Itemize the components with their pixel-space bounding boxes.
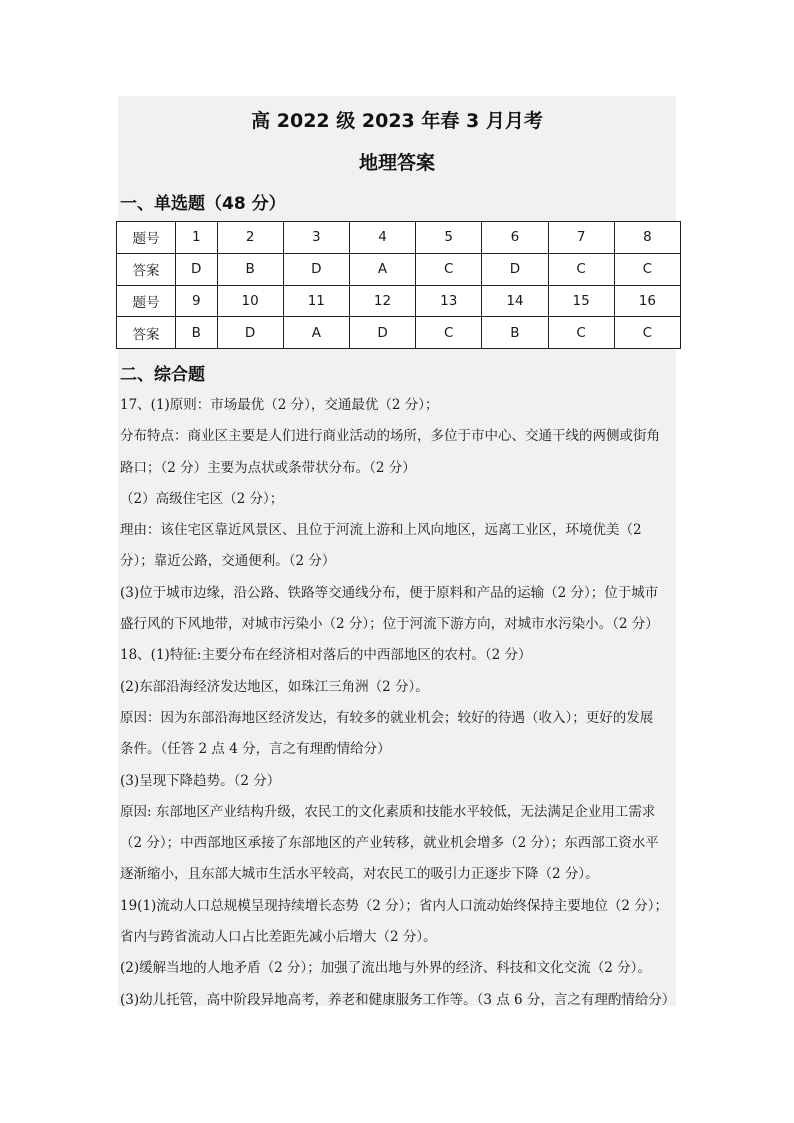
section-heading-single-choice: 一、单选题（48 分）	[120, 194, 286, 214]
answer-text-block	[120, 390, 680, 1016]
table-cell: 15	[548, 285, 614, 317]
answer-line: 分）；靠近公路，交通便利。（2 分）	[120, 553, 336, 570]
table-cell: 10	[217, 285, 283, 317]
table-cell: 4	[349, 222, 415, 254]
answer-line: (3)位于城市边缘，沿公路、铁路等交通线分布，便于原料和产品的运输（2 分）；位于城市	[120, 584, 659, 601]
answer-line: 18、(1)特征:主要分布在经济相对落后的中西部地区的农村。（2 分）	[120, 647, 532, 664]
table-cell: C	[548, 317, 614, 349]
table-row	[117, 317, 681, 349]
answer-line: 原因：因为东部沿海地区经济发达，有较多的就业机会；较好的待遇（收入）；更好的发展	[120, 709, 654, 726]
table-cell: 6	[482, 222, 548, 254]
table-cell: 3	[283, 222, 349, 254]
table-cell: C	[548, 253, 614, 285]
table-cell: 答案	[117, 253, 176, 285]
table-cell: B	[482, 317, 548, 349]
answer-line: (3)幼儿托管，高中阶段异地高考，养老和健康服务工作等。（3 点 6 分，言之有理酌情给分）	[120, 991, 676, 1008]
table-cell: D	[176, 253, 218, 285]
table-cell: B	[176, 317, 218, 349]
answer-line: 条件。（任答 2 点 4 分，言之有理酌情给分）	[120, 741, 391, 758]
answer-line: 路口；（2 分）主要为点状或条带状分布。（2 分）	[120, 459, 416, 476]
page-subtitle: 地理答案	[358, 152, 435, 174]
section-heading-comprehensive: 二、综合题	[120, 365, 205, 385]
table-cell: 14	[482, 285, 548, 317]
table-cell: A	[349, 253, 415, 285]
table-cell: 5	[416, 222, 482, 254]
table-cell: 1	[176, 222, 218, 254]
answer-line: 17、(1)原则：市场最优（2 分），交通最优（2 分）；	[120, 397, 439, 413]
table-cell: C	[614, 317, 680, 349]
table-cell: 2	[217, 222, 283, 254]
answer-line: (2)东部沿海经济发达地区，如珠江三角洲（2 分）。	[120, 678, 429, 695]
table-cell: D	[217, 317, 283, 349]
table-cell: C	[416, 317, 482, 349]
answer-line: 原因: 东部地区产业结构升级，农民工的文化素质和技能水平较低，无法满足企业用工需求	[120, 803, 656, 820]
table-cell: 11	[283, 285, 349, 317]
answer-table	[116, 221, 681, 349]
answer-line: 逐渐缩小，且东部大城市生活水平较高，对农民工的吸引力正逐步下降（2 分）。	[120, 866, 599, 883]
answer-line: 分布特点：商业区主要是人们进行商业活动的场所，多位于市中心、交通干线的两侧或街角	[120, 428, 660, 445]
table-cell: 9	[176, 285, 218, 317]
table-cell: C	[614, 253, 680, 285]
table-cell: D	[283, 253, 349, 285]
answer-line: （2 分）；中西部地区承接了东部地区的产业转移，就业机会增多（2 分）；东西部工资水平	[120, 835, 659, 852]
answer-line: (3)呈现下降趋势。（2 分）	[120, 772, 281, 789]
table-cell: 答案	[117, 317, 176, 349]
table-row	[117, 253, 681, 285]
answer-line: 理由：该住宅区靠近风景区、且位于河流上游和上风向地区，远离工业区，环境优美（2	[120, 522, 642, 539]
table-cell: C	[416, 253, 482, 285]
table-row	[117, 222, 681, 254]
answer-line: 省内与跨省流动人口占比差距先减小后增大（2 分）。	[120, 929, 437, 946]
answer-line: 盛行风的下风地带，对城市污染小（2 分）；位于河流下游方向，对城市水污染小。（2 分）	[120, 616, 659, 633]
answer-line: (2)缓解当地的人地矛盾（2 分）；加强了流出地与外界的经济、科技和文化交流（2 分）。	[120, 960, 651, 977]
table-cell: D	[349, 317, 415, 349]
table-cell: 7	[548, 222, 614, 254]
table-cell: 题号	[117, 285, 176, 317]
table-cell: D	[482, 253, 548, 285]
table-cell: 题号	[117, 222, 176, 254]
table-cell: A	[283, 317, 349, 349]
table-cell: 12	[349, 285, 415, 317]
table-cell: 13	[416, 285, 482, 317]
answer-line: （2）高级住宅区（2 分）；	[120, 490, 284, 507]
table-cell: 16	[614, 285, 680, 317]
table-cell: B	[217, 253, 283, 285]
table-row	[117, 285, 681, 317]
table-cell: 8	[614, 222, 680, 254]
page-title: 高 2022 级 2023 年春 3 月月考	[251, 110, 543, 132]
answer-line: 19(1)流动人口总规模呈现持续增长态势（2 分）；省内人口流动始终保持主要地位（2 分）；	[120, 897, 669, 914]
